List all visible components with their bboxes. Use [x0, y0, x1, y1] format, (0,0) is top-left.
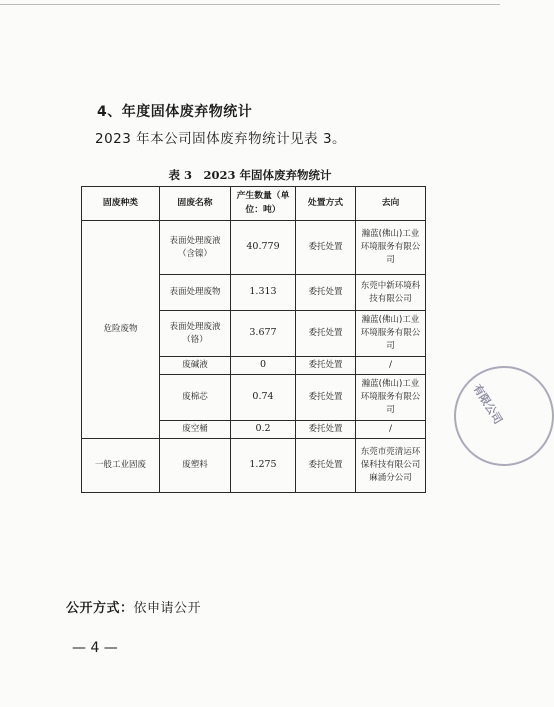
header-disposal: 处置方式 — [296, 187, 356, 221]
header-quantity: 产生数量（单位：吨） — [231, 187, 296, 221]
table-caption: 表 3 2023 年固体废弃物统计 — [168, 168, 332, 182]
disposal-cell: 委托处置 — [296, 221, 356, 275]
seal-text: 有限公司 — [470, 382, 505, 427]
disposal-cell: 委托处置 — [296, 357, 356, 375]
table-header-row — [82, 187, 426, 221]
top-edge-line — [0, 4, 500, 5]
category-cell-industrial: 一般工业固废 — [82, 439, 160, 493]
quantity-cell: 1.313 — [231, 275, 296, 311]
table-row — [82, 439, 426, 493]
table-row — [82, 221, 426, 275]
disclosure-line — [66, 597, 201, 616]
header-name: 固废名称 — [160, 187, 231, 221]
waste-name-cell: 表面处理废液（含镍） — [160, 221, 231, 275]
destination-cell: 瀚蓝(佛山)工业环境服务有限公司 — [356, 375, 426, 421]
disclosure-label: 公开方式： — [66, 601, 134, 616]
waste-name-cell: 废棉芯 — [160, 375, 231, 421]
section-heading: 4、年度固体废弃物统计 — [97, 104, 253, 120]
waste-name-cell: 废碱液 — [160, 357, 231, 375]
quantity-cell: 0.74 — [231, 375, 296, 421]
disposal-cell: 委托处置 — [296, 275, 356, 311]
waste-name-cell: 表面处理废液（铬） — [160, 311, 231, 357]
quantity-cell: 40.779 — [231, 221, 296, 275]
quantity-cell: 0.2 — [231, 421, 296, 439]
waste-name-cell: 废塑料 — [160, 439, 231, 493]
company-seal-stamp — [454, 366, 554, 466]
header-category: 固废种类 — [82, 187, 160, 221]
quantity-cell: 0 — [231, 357, 296, 375]
header-destination: 去向 — [356, 187, 426, 221]
quantity-cell: 3.677 — [231, 311, 296, 357]
page-number: — 4 — — [72, 640, 118, 656]
disposal-cell: 委托处置 — [296, 439, 356, 493]
disclosure-value: 依申请公开 — [133, 601, 202, 616]
waste-statistics-table — [81, 186, 426, 493]
destination-cell: 东莞中新环境科技有限公司 — [356, 275, 426, 311]
waste-name-cell: 废空桶 — [160, 421, 231, 439]
waste-name-cell: 表面处理废物 — [160, 275, 231, 311]
destination-cell: / — [356, 357, 426, 375]
destination-cell: 瀚蓝(佛山)工业环境服务有限公司 — [356, 311, 426, 357]
disposal-cell: 委托处置 — [296, 375, 356, 421]
category-cell-hazardous: 危险废物 — [82, 221, 160, 439]
intro-text: 2023 年本公司固体废弃物统计见表 3。 — [95, 131, 347, 147]
destination-cell: 瀚蓝(佛山)工业环境服务有限公司 — [356, 221, 426, 275]
disposal-cell: 委托处置 — [296, 311, 356, 357]
destination-cell: / — [356, 421, 426, 439]
quantity-cell: 1.275 — [231, 439, 296, 493]
disposal-cell: 委托处置 — [296, 421, 356, 439]
destination-cell: 东莞市莞清运环保科技有限公司麻涌分公司 — [356, 439, 426, 493]
